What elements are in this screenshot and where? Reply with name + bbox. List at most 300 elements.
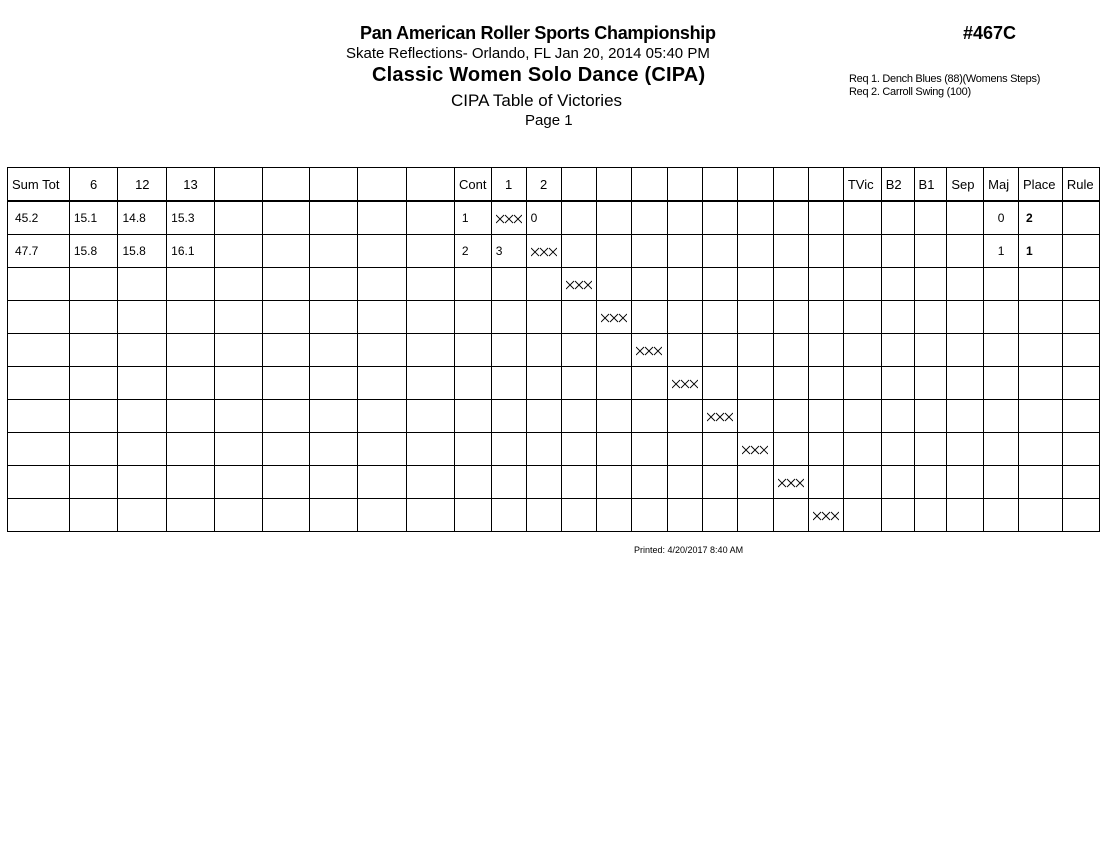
b1-cell [914,367,947,400]
place-cell [1019,367,1063,400]
opponent-cell [738,367,774,400]
b2-cell [881,334,914,367]
opponent-cell [561,268,597,301]
opponent-cell [526,268,561,301]
event-title: Pan American Roller Sports Championship [360,23,716,43]
contestant-number-cell [454,268,491,301]
sep-cell [947,433,984,466]
header-opponent-blank [597,168,632,202]
judge-score-cell [358,499,406,532]
sep-cell [947,334,984,367]
page-label: Page 1 [525,112,573,129]
opponent-cell [491,367,526,400]
table-row [8,268,1100,301]
judge-score-cell [167,334,215,367]
judge-score-cell [167,301,215,334]
judge-score-cell [310,235,358,268]
maj-cell: 0 [984,201,1019,235]
tvic-cell [843,433,881,466]
judge-score-cell [406,499,454,532]
b2-cell [881,433,914,466]
opponent-cell [491,301,526,334]
opponent-cell [808,499,843,532]
opponent-cell [632,334,668,367]
opponent-cell [597,268,632,301]
judge-score-cell [167,367,215,400]
judge-score-cell [118,301,167,334]
judge-score-cell [310,201,358,235]
judge-score-cell [358,433,406,466]
table-row [8,499,1100,532]
judge-score-cell: 15.8 [118,235,167,268]
opponent-cell [703,400,738,433]
sum-tot-cell: 47.7 [8,235,70,268]
opponent-cell [597,334,632,367]
header-opponent-blank [808,168,843,202]
opponent-cell [632,499,668,532]
judge-score-cell [310,367,358,400]
judge-score-cell [406,367,454,400]
opponent-cell [561,433,597,466]
place-cell: 2 [1019,201,1063,235]
rule-cell [1062,466,1099,499]
opponent-cell [561,235,597,268]
opponent-cell [703,433,738,466]
self-comparison-mark [707,412,733,422]
judge-score-cell [310,400,358,433]
header-opponent: 1 [491,168,526,202]
maj-cell [984,466,1019,499]
opponent-cell [668,334,703,367]
judge-score-cell [406,433,454,466]
judge-score-cell [118,400,167,433]
opponent-cell [668,499,703,532]
opponent-cell [491,433,526,466]
header-place: Place [1019,168,1063,202]
self-comparison-mark [672,379,698,389]
judge-score-cell [214,400,262,433]
header-judge-blank [406,168,454,202]
header-judge: 12 [118,168,167,202]
b1-cell [914,334,947,367]
opponent-cell [703,201,738,235]
tvic-cell [843,235,881,268]
judge-score-cell [310,466,358,499]
opponent-cell [561,367,597,400]
header-judge-blank [214,168,262,202]
judge-score-cell [263,301,310,334]
opponent-cell [703,268,738,301]
self-comparison-mark [778,478,804,488]
opponent-cell [808,466,843,499]
opponent-cell [597,367,632,400]
judge-score-cell [406,334,454,367]
contestant-number-cell [454,367,491,400]
table-row [8,400,1100,433]
b1-cell [914,400,947,433]
judge-score-cell [406,201,454,235]
requirement-2: Req 2. Carroll Swing (100) [849,86,971,98]
opponent-cell [526,466,561,499]
judge-score-cell [263,433,310,466]
sum-tot-cell: 45.2 [8,201,70,235]
header-opponent-blank [774,168,809,202]
judge-score-cell [167,499,215,532]
event-number: #467C [963,23,1017,43]
contestant-number-cell [454,334,491,367]
opponent-cell [561,301,597,334]
place-cell [1019,433,1063,466]
judge-score-cell [118,433,167,466]
sep-cell [947,235,984,268]
opponent-cell [632,433,668,466]
sum-tot-cell [8,499,70,532]
opponent-cell [491,268,526,301]
self-comparison-mark [531,247,557,257]
contestant-number-cell [454,400,491,433]
header-maj: Maj [984,168,1019,202]
sep-cell [947,201,984,235]
header-sep: Sep [947,168,984,202]
opponent-cell [774,235,809,268]
header-b1: B1 [914,168,947,202]
tvic-cell [843,466,881,499]
opponent-cell [526,235,561,268]
opponent-cell [561,201,597,235]
table-row [8,466,1100,499]
opponent-cell [738,466,774,499]
sum-tot-cell [8,301,70,334]
opponent-cell [632,268,668,301]
place-cell [1019,499,1063,532]
opponent-cell [491,201,526,235]
judge-score-cell [118,268,167,301]
judge-score-cell [263,268,310,301]
judge-score-cell [310,433,358,466]
maj-cell: 1 [984,235,1019,268]
opponent-cell [808,235,843,268]
b2-cell [881,466,914,499]
opponent-cell [526,301,561,334]
opponent-cell [668,268,703,301]
opponent-cell: 3 [491,235,526,268]
judge-score-cell [69,466,118,499]
judge-score-cell [358,367,406,400]
opponent-cell [632,367,668,400]
opponent-cell [491,499,526,532]
b1-cell [914,499,947,532]
b1-cell [914,466,947,499]
judge-score-cell [310,334,358,367]
rule-cell [1062,334,1099,367]
opponent-cell [668,367,703,400]
judge-score-cell [69,301,118,334]
b1-cell [914,235,947,268]
maj-cell [984,499,1019,532]
opponent-cell [774,334,809,367]
opponent-cell [668,466,703,499]
rule-cell [1062,235,1099,268]
contestant-number-cell [454,466,491,499]
opponent-cell: 0 [526,201,561,235]
opponent-cell [738,201,774,235]
sep-cell [947,301,984,334]
opponent-cell [597,400,632,433]
rule-cell [1062,301,1099,334]
judge-score-cell [118,466,167,499]
judge-score-cell [69,367,118,400]
b1-cell [914,301,947,334]
opponent-cell [491,466,526,499]
tvic-cell [843,367,881,400]
self-comparison-mark [636,346,662,356]
opponent-cell [703,499,738,532]
b2-cell [881,201,914,235]
opponent-cell [561,499,597,532]
judge-score-cell [214,235,262,268]
opponent-cell [774,367,809,400]
requirements-list [849,73,1040,99]
place-cell [1019,268,1063,301]
header-judge-blank [358,168,406,202]
opponent-cell [526,367,561,400]
judge-score-cell [69,499,118,532]
opponent-cell [597,301,632,334]
opponent-cell [491,334,526,367]
sum-tot-cell [8,268,70,301]
opponent-cell [808,268,843,301]
judge-score-cell [69,334,118,367]
judge-score-cell [214,433,262,466]
opponent-cell [632,201,668,235]
rule-cell [1062,367,1099,400]
contestant-number-cell [454,433,491,466]
place-cell [1019,334,1063,367]
maj-cell [984,433,1019,466]
judge-score-cell [263,367,310,400]
opponent-cell [738,301,774,334]
header-opponent-blank [632,168,668,202]
judge-score-cell [406,235,454,268]
judge-score-cell [167,433,215,466]
opponent-cell [774,400,809,433]
tvic-cell [843,301,881,334]
opponent-cell [526,334,561,367]
rule-cell [1062,268,1099,301]
opponent-cell [561,466,597,499]
judge-score-cell [167,268,215,301]
opponent-cell [632,301,668,334]
judge-score-cell [406,268,454,301]
b2-cell [881,268,914,301]
opponent-cell [808,367,843,400]
judge-score-cell [214,466,262,499]
opponent-cell [597,235,632,268]
sum-tot-cell [8,367,70,400]
b1-cell [914,433,947,466]
table-header-row [8,168,1100,202]
header-opponent-blank [668,168,703,202]
opponent-cell [632,235,668,268]
place-cell [1019,400,1063,433]
sep-cell [947,499,984,532]
tvic-cell [843,400,881,433]
tvic-cell [843,268,881,301]
opponent-cell [738,433,774,466]
sum-tot-cell [8,334,70,367]
table-row [8,301,1100,334]
judge-score-cell [214,301,262,334]
maj-cell [984,400,1019,433]
opponent-cell [774,201,809,235]
opponent-cell [774,466,809,499]
opponent-cell [808,301,843,334]
opponent-cell [561,400,597,433]
judge-score-cell [406,400,454,433]
rule-cell [1062,400,1099,433]
judge-score-cell [358,301,406,334]
sep-cell [947,466,984,499]
b1-cell [914,268,947,301]
requirement-1: Req 1. Dench Blues (88)(Womens Steps) [849,73,1041,85]
contestant-number-cell [454,499,491,532]
header-sum-tot: Sum Tot [8,168,70,202]
header-opponent-blank [703,168,738,202]
opponent-cell [774,268,809,301]
header-judge: 13 [167,168,215,202]
place-cell [1019,301,1063,334]
sep-cell [947,400,984,433]
opponent-cell [668,201,703,235]
header-judge-blank [310,168,358,202]
maj-cell [984,268,1019,301]
table-row [8,235,1100,268]
opponent-cell [808,201,843,235]
judge-score-cell [214,367,262,400]
tvic-cell [843,201,881,235]
opponent-cell [491,400,526,433]
opponent-cell [597,466,632,499]
opponent-cell [703,334,738,367]
judge-score-cell: 15.1 [69,201,118,235]
judge-score-cell [214,201,262,235]
judge-score-cell: 14.8 [118,201,167,235]
opponent-cell [774,433,809,466]
opponent-cell [808,400,843,433]
header-rule: Rule [1062,168,1099,202]
opponent-cell [597,201,632,235]
sep-cell [947,367,984,400]
place-cell [1019,466,1063,499]
header-judge: 6 [69,168,118,202]
judge-score-cell [263,201,310,235]
opponent-cell [808,334,843,367]
judge-score-cell [263,235,310,268]
opponent-cell [703,367,738,400]
opponent-cell [597,499,632,532]
judge-score-cell [358,466,406,499]
opponent-cell [668,235,703,268]
report-title: CIPA Table of Victories [451,91,623,110]
table-row [8,201,1100,235]
judge-score-cell [358,201,406,235]
maj-cell [984,301,1019,334]
b2-cell [881,400,914,433]
judge-score-cell [358,235,406,268]
judge-score-cell [118,367,167,400]
opponent-cell [668,400,703,433]
judge-score-cell [406,466,454,499]
table-row [8,367,1100,400]
table-of-victories [7,167,1100,532]
b2-cell [881,499,914,532]
self-comparison-mark [496,214,522,224]
event-name: Classic Women Solo Dance (CIPA) [372,64,706,86]
header-opponent-blank [561,168,597,202]
judge-score-cell [167,466,215,499]
sum-tot-cell [8,400,70,433]
rule-cell [1062,499,1099,532]
opponent-cell [703,235,738,268]
opponent-cell [738,499,774,532]
printed-timestamp: Printed: 4/20/2017 8:40 AM [634,545,744,555]
judge-score-cell [214,499,262,532]
judge-score-cell [310,268,358,301]
opponent-cell [738,268,774,301]
opponent-cell [738,235,774,268]
venue-line: Skate Reflections- Orlando, FL Jan 20, 2014 05:40 PM [346,45,710,62]
judge-score-cell [263,466,310,499]
table-row [8,433,1100,466]
judge-score-cell [214,268,262,301]
contestant-number-cell: 2 [454,235,491,268]
header-cont: Cont [454,168,491,202]
b2-cell [881,235,914,268]
opponent-cell [738,400,774,433]
table-row [8,334,1100,367]
opponent-cell [632,466,668,499]
judge-score-cell [263,400,310,433]
contestant-number-cell [454,301,491,334]
opponent-cell [526,433,561,466]
sum-tot-cell [8,466,70,499]
opponent-cell [526,499,561,532]
judge-score-cell [406,301,454,334]
opponent-cell [668,433,703,466]
judge-score-cell: 15.8 [69,235,118,268]
judge-score-cell [69,433,118,466]
contestant-number-cell: 1 [454,201,491,235]
opponent-cell [738,334,774,367]
header-opponent-blank [738,168,774,202]
opponent-cell [808,433,843,466]
self-comparison-mark [601,313,627,323]
judge-score-cell: 15.3 [167,201,215,235]
opponent-cell [561,334,597,367]
b2-cell [881,367,914,400]
judge-score-cell [118,499,167,532]
tvic-cell [843,334,881,367]
opponent-cell [597,433,632,466]
self-comparison-mark [813,511,839,521]
rule-cell [1062,201,1099,235]
header-opponent: 2 [526,168,561,202]
maj-cell [984,367,1019,400]
opponent-cell [703,466,738,499]
maj-cell [984,334,1019,367]
opponent-cell [632,400,668,433]
sum-tot-cell [8,433,70,466]
